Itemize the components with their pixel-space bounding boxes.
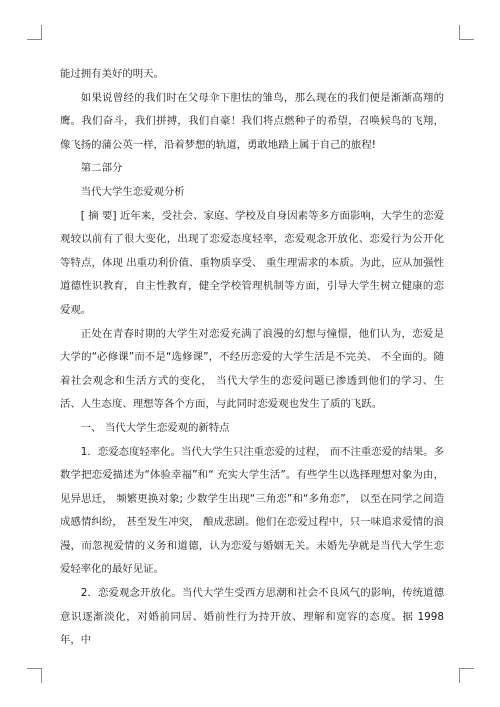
crop-mark-top-right: [459, 25, 474, 40]
abstract-paragraph: [ 摘 要] 近年来，受社会、家庭、学校及自身因素等多方面影响，大学生的恋爱观较以前有了很大变化，出现了恋爱态度轻率，恋爱观念开放化、恋爱行为公开化等特点，体现 出重功利价值、重物质享受、 重生理需求的本质。为此，应从加强性道德性识教育，自主性教育，健全学校管理机制等方面，引导大学生树立健康的恋爱观。: [60, 209, 444, 316]
crop-mark-bottom-left: [27, 668, 42, 683]
article-title: 当代大学生恋爱观分析: [80, 185, 185, 198]
point-2-paragraph: 2．恋爱观念开放化。当代大学生受西方思潮和社会不良风气的影响，传统道德意识逐渐淡化，对婚前同居、婚前性行为持开放、理解和宽容的态度。据 1998 年，中: [60, 587, 444, 647]
document-body: [60, 63, 444, 653]
intro-paragraph: 正处在青春时期的大学生对恋爱充满了浪漫的幻想与憧憬，他们认为，恋爱是大学的“必修课”而不是“选修课”，不经历恋爱的大学生活是不完美、 不全面的。随着社会观念和生活方式的变化， 当代大学生的恋爱问题已渗透到他们的学习、生活、人生态度、理想等各个方面，与此同时恋爱观也发生了质的飞跃。: [60, 327, 444, 411]
subsection-heading: 一、 当代大学生恋爱观的新特点: [80, 421, 230, 434]
point-1-paragraph: 1．恋爱态度轻率化。当代大学生只注重恋爱的过程， 而不注重恋爱的结果。多数学把恋爱描述为“体验幸福”和“ 充实大学生活”。有些学生以选择理想对象为由，见异思迁， 频繁更换对象; 少数学生出现“三角恋”和“多角恋”， 以至在同学之间造成感情纠纷， 甚至发生冲突， 酿成悲剧。他们在恋爱过程中，只一味追求爱情的浪漫，而忽视爱情的义务和道德，认为恋爱与婚姻无关。未婚先孕就是当代大学生恋爱轻率化的最好见证。: [60, 445, 444, 576]
crop-mark-bottom-right: [459, 668, 474, 683]
crop-mark-top-left: [27, 25, 42, 40]
paragraph-eagle: 如果说曾经的我们时在父母伞下胆怯的雏鸟，那么现在的我们便是渐渐高翔的鹰。我们奋斗，我们拼搏，我们自豪！我们将点燃种子的希望，召唤候鸟的飞翔，像飞扬的蒲公英一样，沿着梦想的轨道，勇敢地踏上属于自己的旅程!: [60, 91, 444, 151]
paragraph-continuation: 能过拥有美好的明天。: [60, 68, 164, 80]
section-heading: 第二部分: [80, 162, 123, 175]
